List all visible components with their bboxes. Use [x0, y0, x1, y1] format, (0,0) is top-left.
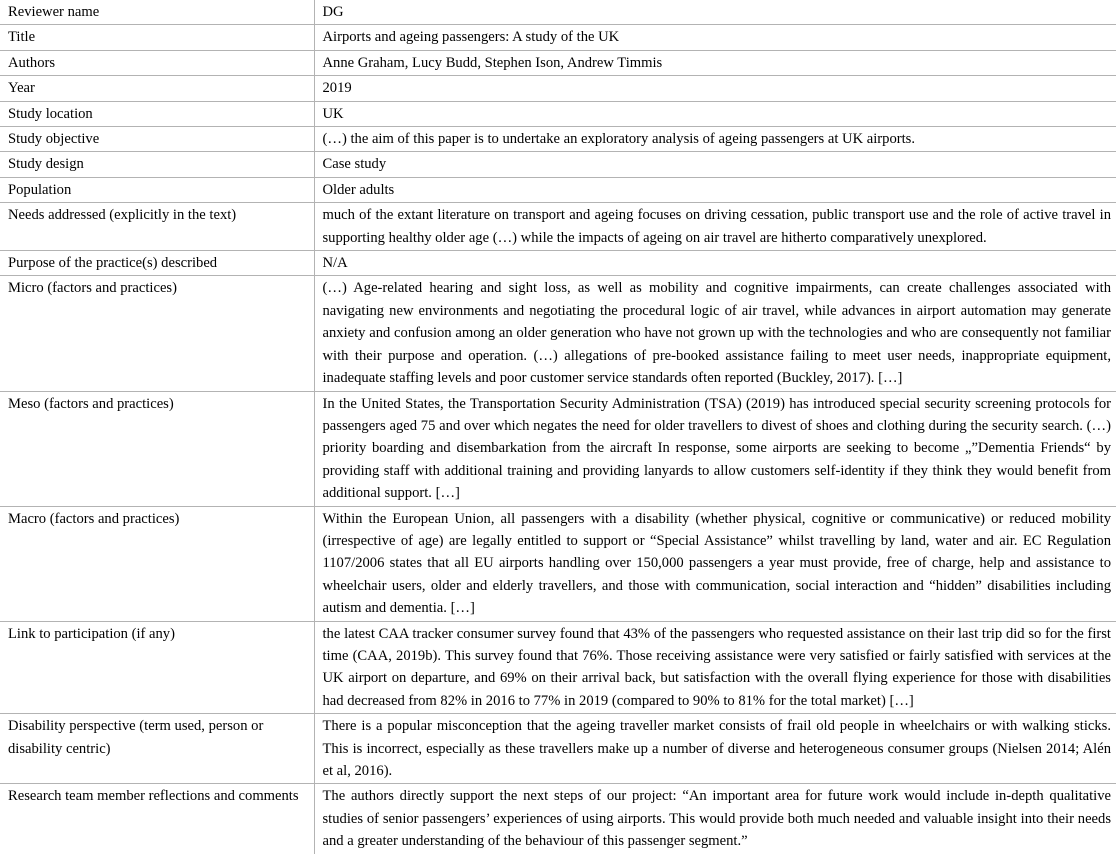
row-label: Study location [0, 101, 314, 126]
table-row [0, 276, 1116, 391]
row-value: 2019 [314, 76, 1116, 101]
row-label: Link to participation (if any) [0, 621, 314, 714]
table-row [0, 76, 1116, 101]
row-label: Micro (factors and practices) [0, 276, 314, 391]
table-row [0, 714, 1116, 784]
row-value: In the United States, the Transportation Security Administration (TSA) (2019) has introduced special security screening protocols for passengers aged 75 and over which negates the need for older travellers to divest of shoes and clothing during the security search. (…) priority boarding and disembarkation from the aircraft In response, some airports are seeking to become „”Dementia Friends“ by providing staff with additional training and providing lanyards to allow customers self-identity if they think they would benefit from additional support. […] [314, 391, 1116, 506]
row-label: Needs addressed (explicitly in the text) [0, 203, 314, 251]
table-row [0, 127, 1116, 152]
table-row [0, 152, 1116, 177]
row-value: N/A [314, 251, 1116, 276]
row-label: Purpose of the practice(s) described [0, 251, 314, 276]
row-value: (…) the aim of this paper is to undertake an exploratory analysis of ageing passengers at UK airports. [314, 127, 1116, 152]
row-label: Meso (factors and practices) [0, 391, 314, 506]
table-row [0, 25, 1116, 50]
row-value: The authors directly support the next steps of our project: “An important area for future work would include in-depth qualitative studies of senior passengers’ experiences of using airports. This would provide both much needed and valuable insight into their needs and a greater understanding of the behaviour of this passenger segment.” [314, 784, 1116, 854]
table-row [0, 621, 1116, 714]
row-value: Anne Graham, Lucy Budd, Stephen Ison, Andrew Timmis [314, 50, 1116, 75]
row-label: Macro (factors and practices) [0, 506, 314, 621]
table-row [0, 251, 1116, 276]
row-value: UK [314, 101, 1116, 126]
row-value: Older adults [314, 177, 1116, 202]
row-value: (…) Age-related hearing and sight loss, as well as mobility and cognitive impairments, can create challenges associated with navigating new environments and negotiating the procedural logic of air travel, while advances in airport automation may generate anxiety and confusion among an older generation who have not grown up with the technologies and who are consequently not familiar with their purpose and operation. (…) allegations of pre-booked assistance failing to meet user needs, inappropriate equipment, inadequate staffing levels and poor customer service standards often reported (Buckley, 2017). […] [314, 276, 1116, 391]
table-row [0, 203, 1116, 251]
table-row [0, 101, 1116, 126]
row-value: DG [314, 0, 1116, 25]
row-label: Study objective [0, 127, 314, 152]
row-value: Within the European Union, all passengers with a disability (whether physical, cognitive or communicative) or reduced mobility (irrespective of age) are legally entitled to support or “Special Assistance” whilst travelling by land, water and air. EC Regulation 1107/2006 states that all EU airports handling over 150,000 passengers a year must provide, free of charge, help and assistance to wheelchair users, older and elderly travellers, and those with communication, social interaction and “hidden” disabilities including autism and dementia. […] [314, 506, 1116, 621]
table-row [0, 506, 1116, 621]
table-row [0, 50, 1116, 75]
row-label: Reviewer name [0, 0, 314, 25]
row-label: Year [0, 76, 314, 101]
row-label: Population [0, 177, 314, 202]
row-label: Authors [0, 50, 314, 75]
table-row [0, 391, 1116, 506]
row-value: Case study [314, 152, 1116, 177]
row-label: Title [0, 25, 314, 50]
table-row [0, 0, 1116, 25]
row-value: Airports and ageing passengers: A study of the UK [314, 25, 1116, 50]
row-label: Research team member reflections and comments [0, 784, 314, 854]
row-label: Disability perspective (term used, person or disability centric) [0, 714, 314, 784]
row-value: much of the extant literature on transport and ageing focuses on driving cessation, public transport use and the role of active travel in supporting healthy older age (…) while the impacts of ageing on air travel are hitherto comparatively unexplored. [314, 203, 1116, 251]
table-row [0, 784, 1116, 854]
row-label: Study design [0, 152, 314, 177]
row-value: There is a popular misconception that the ageing traveller market consists of frail old people in wheelchairs or with walking sticks. This is incorrect, especially as these travellers make up a number of diverse and heterogeneous consumer groups (Nielsen 2014; Alén et al, 2016). [314, 714, 1116, 784]
table-row [0, 177, 1116, 202]
row-value: the latest CAA tracker consumer survey found that 43% of the passengers who requested assistance on their last trip did so for the first time (CAA, 2019b). This survey found that 76%. Those receiving assistance were very satisfied or fairly satisfied with services at the UK airport on departure, and 69% on their arrival back, but satisfaction with the overall flying experience for those with disabilities had decreased from 82% in 2016 to 77% in 2019 (compared to 90% to 81% for the total market) […] [314, 621, 1116, 714]
